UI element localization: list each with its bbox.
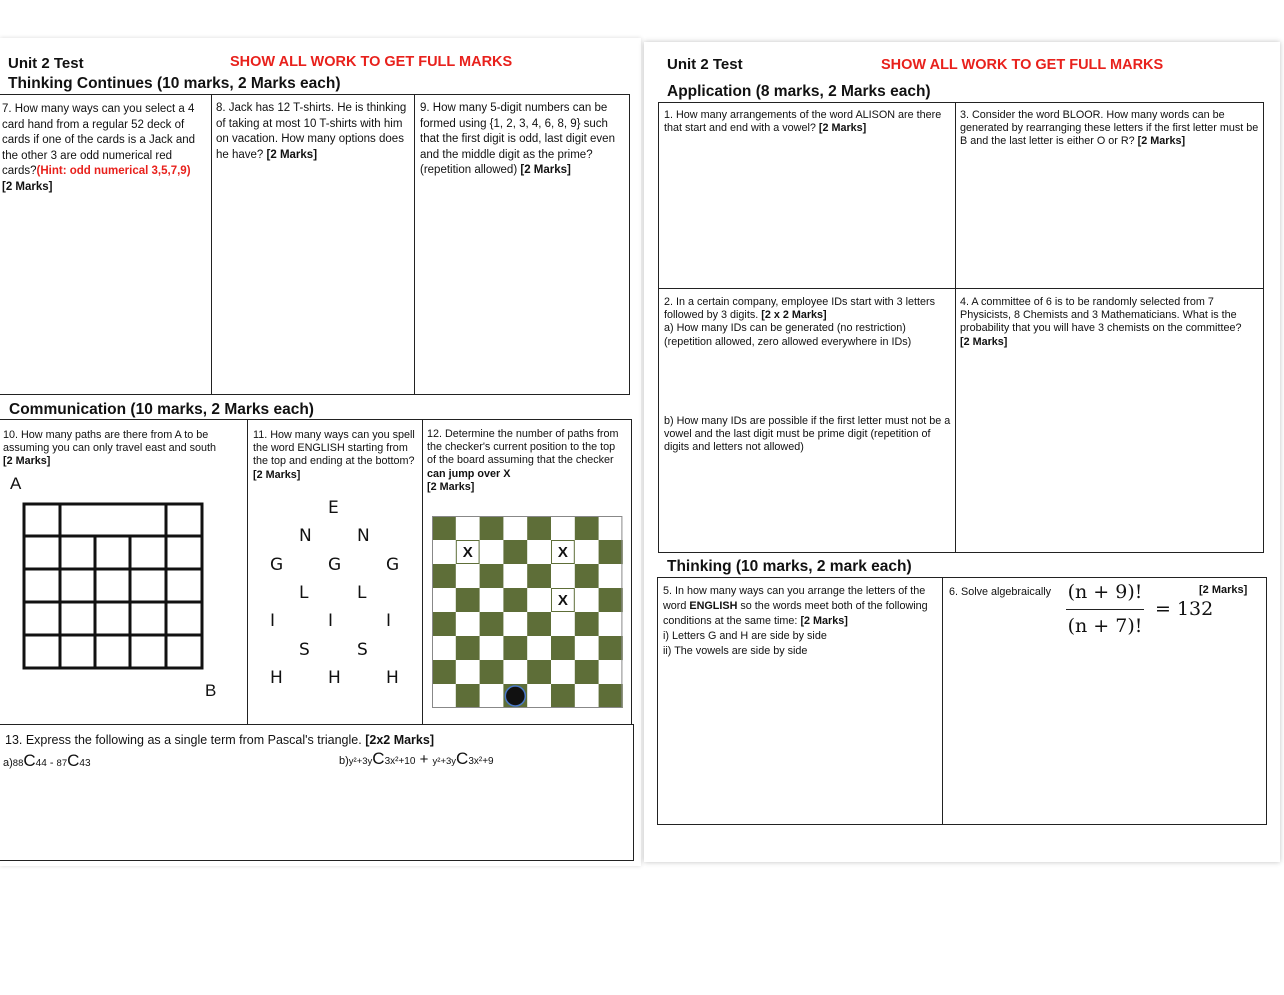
board-square xyxy=(480,660,504,684)
board-square xyxy=(432,660,456,684)
board-square xyxy=(599,516,623,540)
q1-text: 1. How many arrangements of the word ALISON are there that start and end with a vowel? xyxy=(664,109,942,135)
board-square xyxy=(575,516,599,540)
english-letter-i: I xyxy=(328,611,334,632)
q5-text-post: so the words meet both of the following conditions at the same time: xyxy=(663,600,928,627)
board-square xyxy=(503,660,527,684)
board-square xyxy=(575,612,599,636)
q5-word: ENGLISH xyxy=(689,600,738,612)
checker-piece xyxy=(505,686,525,706)
q5-text: 5. In how many ways can you arrange the letters of the word xyxy=(663,585,926,612)
board-square xyxy=(456,516,480,540)
q11-text: 11. How many ways can you spell the word ENGLISH starting from the top and ending at the bottom? xyxy=(253,429,415,468)
question-4 xyxy=(960,296,1262,349)
board-square xyxy=(551,516,575,540)
board-square xyxy=(432,612,456,636)
question-12 xyxy=(427,428,627,494)
blocked-x-mark: X xyxy=(462,544,473,561)
english-letter-h: H xyxy=(270,667,283,688)
board-square xyxy=(456,612,480,636)
q13-part-a: a)88C44 - 87C43 xyxy=(3,751,91,770)
right-page-title: Unit 2 Test xyxy=(667,56,743,73)
english-letter-h: H xyxy=(328,667,341,688)
q13-text: 13. Express the following as a single term from Pascal's triangle. xyxy=(5,733,362,747)
english-letter-i: I xyxy=(386,611,392,632)
board-square xyxy=(551,564,575,588)
board-square xyxy=(503,516,527,540)
board-square xyxy=(599,540,623,564)
q10-marks: [2 Marks] xyxy=(3,455,51,468)
board-square xyxy=(527,588,551,612)
question-1 xyxy=(664,109,952,135)
q11-marks: [2 Marks] xyxy=(253,468,301,481)
board-square xyxy=(575,636,599,660)
english-letter-diamond xyxy=(253,498,419,698)
question-11 xyxy=(253,429,419,482)
grid-label-a: A xyxy=(10,474,22,493)
english-letter-n: N xyxy=(299,526,312,547)
board-square xyxy=(503,540,527,564)
q10-text: 10. How many paths are there from A to be assuming you can only travel east and south xyxy=(3,429,217,455)
board-square xyxy=(503,588,527,612)
q12-bold: can jump over X xyxy=(427,467,511,480)
english-letter-g: G xyxy=(386,554,400,575)
board-square xyxy=(527,612,551,636)
question-6: 6. Solve algebraically xyxy=(949,586,1052,598)
question-9 xyxy=(420,101,626,179)
left-test-page xyxy=(0,38,641,866)
board-square xyxy=(480,612,504,636)
board-square xyxy=(551,660,575,684)
english-letter-i: I xyxy=(270,611,276,632)
q2a-text: a) How many IDs can be generated (no restriction) (repetition allowed, zero allowed everywhere in IDs) xyxy=(664,322,912,348)
q6-marks: [2 Marks] xyxy=(1199,584,1248,596)
path-grid-diagram xyxy=(22,502,204,670)
board-square xyxy=(503,636,527,660)
q6-rhs: = 132 xyxy=(1155,598,1214,620)
q9-marks: [2 Marks] xyxy=(520,164,571,176)
thinking-continues-heading: Thinking Continues (10 marks, 2 Marks each) xyxy=(8,75,341,92)
english-letter-l: L xyxy=(357,582,367,603)
board-square xyxy=(480,588,504,612)
grid-label-b: B xyxy=(205,681,217,700)
board-square xyxy=(527,636,551,660)
board-square xyxy=(432,540,456,564)
board-square xyxy=(575,684,599,708)
question-3 xyxy=(960,109,1260,149)
q6-numerator: (n + 9)! xyxy=(1067,581,1143,603)
board-square xyxy=(599,660,623,684)
board-square xyxy=(480,636,504,660)
right-test-page xyxy=(644,42,1280,862)
english-letter-g: G xyxy=(328,554,342,575)
board-square xyxy=(599,564,623,588)
q12-marks: [2 Marks] xyxy=(427,480,475,493)
board-square xyxy=(575,564,599,588)
board-square xyxy=(432,516,456,540)
q8-marks: [2 Marks] xyxy=(266,148,318,161)
question-5 xyxy=(663,584,939,659)
question-2 xyxy=(664,296,954,349)
english-letter-n: N xyxy=(357,526,370,547)
board-square xyxy=(432,564,456,588)
board-square xyxy=(480,540,504,564)
english-letter-h: H xyxy=(386,667,399,688)
board-square xyxy=(551,612,575,636)
board-square xyxy=(575,540,599,564)
board-square xyxy=(599,684,623,708)
q5-condition-ii: ii) The vowels are side by side xyxy=(663,645,808,657)
thinking-heading: Thinking (10 marks, 2 mark each) xyxy=(667,558,912,575)
application-heading: Application (8 marks, 2 Marks each) xyxy=(667,83,931,100)
english-letter-l: L xyxy=(299,582,309,603)
board-square xyxy=(432,588,456,612)
q7-marks: [2 Marks] xyxy=(2,180,53,193)
q5-condition-i: i) Letters G and H are side by side xyxy=(663,630,827,642)
board-square xyxy=(456,660,480,684)
q3-marks: [2 Marks] xyxy=(1137,135,1186,148)
q8-text: 8. Jack has 12 T-shirts. He is thinking of taking at most 10 T-shirts with him on vacation. How many options does he have? xyxy=(216,102,407,161)
q7-text: 7. How many ways can you select a 4 card hand from a regular 52 deck of cards if one of the cards is a Jack and the other 3 are odd numerical red cards? xyxy=(2,103,196,177)
board-square xyxy=(503,612,527,636)
board-square xyxy=(503,564,527,588)
q12-text: 12. Determine the number of paths from the checker's current position to the top of the board assuming that the checker xyxy=(427,428,619,467)
board-square xyxy=(480,684,504,708)
question-13 xyxy=(5,733,434,747)
board-square xyxy=(432,684,456,708)
board-square xyxy=(456,588,480,612)
q2-marks: [2 x 2 Marks] xyxy=(761,309,827,322)
board-square xyxy=(527,660,551,684)
board-square xyxy=(527,564,551,588)
board-square xyxy=(456,636,480,660)
question-8 xyxy=(216,101,412,163)
communication-heading: Communication (10 marks, 2 Marks each) xyxy=(9,401,314,418)
left-work-warning: SHOW ALL WORK TO GET FULL MARKS xyxy=(230,54,513,70)
blocked-x-mark: X xyxy=(557,592,568,609)
q5-marks: [2 Marks] xyxy=(800,615,848,627)
english-letter-g: G xyxy=(270,554,284,575)
q9-text: 9. How many 5-digit numbers can be formed using {1, 2, 3, 4, 6, 8, 9} such that the first digit is odd, last digit even and the middle digit as the prime? (repetition allowed) xyxy=(420,102,615,176)
q3-text: 3. Consider the word BLOOR. How many words can be generated by rearranging these letters if the first letter must be B and the last letter is either O or R? xyxy=(960,109,1259,148)
board-square xyxy=(480,564,504,588)
q13-marks: [2x2 Marks] xyxy=(365,733,434,747)
question-7 xyxy=(2,102,208,195)
board-square xyxy=(551,636,575,660)
board-square xyxy=(599,636,623,660)
q2-text: 2. In a certain company, employee IDs start with 3 letters followed by 3 digits. xyxy=(664,296,936,322)
blocked-x-mark: X xyxy=(557,544,568,561)
q4-marks: [2 Marks] xyxy=(960,335,1008,348)
q4-text: 4. A committee of 6 is to be randomly selected from 7 Physicists, 8 Chemists and 3 Mathematicians. What is the probability that you will have 3 chemists on the committee? xyxy=(960,296,1242,335)
board-square xyxy=(599,612,623,636)
board-square xyxy=(432,636,456,660)
board-square xyxy=(575,660,599,684)
q2b-text: b) How many IDs are possible if the first letter must not be a vowel and the last digit must be prime digit (repetition of digits and letters not allowed) xyxy=(664,415,951,454)
board-square xyxy=(599,588,623,612)
english-letter-e: E xyxy=(328,498,339,518)
board-square xyxy=(480,516,504,540)
q13-part-b: b)y²+3yC3x²+10 + y²+3yC3x²+9 xyxy=(339,749,494,768)
board-square xyxy=(527,540,551,564)
english-letter-s: S xyxy=(299,639,310,660)
board-square xyxy=(527,684,551,708)
question-10 xyxy=(3,429,243,469)
q6-denominator: (n + 7)! xyxy=(1067,615,1143,637)
english-letter-s: S xyxy=(357,639,368,660)
q7-hint: (Hint: odd numerical 3,5,7,9) xyxy=(36,165,191,177)
right-work-warning: SHOW ALL WORK TO GET FULL MARKS xyxy=(881,57,1164,73)
checkerboard xyxy=(432,516,623,708)
left-page-title: Unit 2 Test xyxy=(8,55,84,72)
question-2b xyxy=(664,415,952,455)
board-square xyxy=(456,564,480,588)
board-square xyxy=(575,588,599,612)
board-square xyxy=(551,684,575,708)
q1-marks: [2 Marks] xyxy=(818,122,867,135)
board-square xyxy=(456,684,480,708)
board-square xyxy=(527,516,551,540)
